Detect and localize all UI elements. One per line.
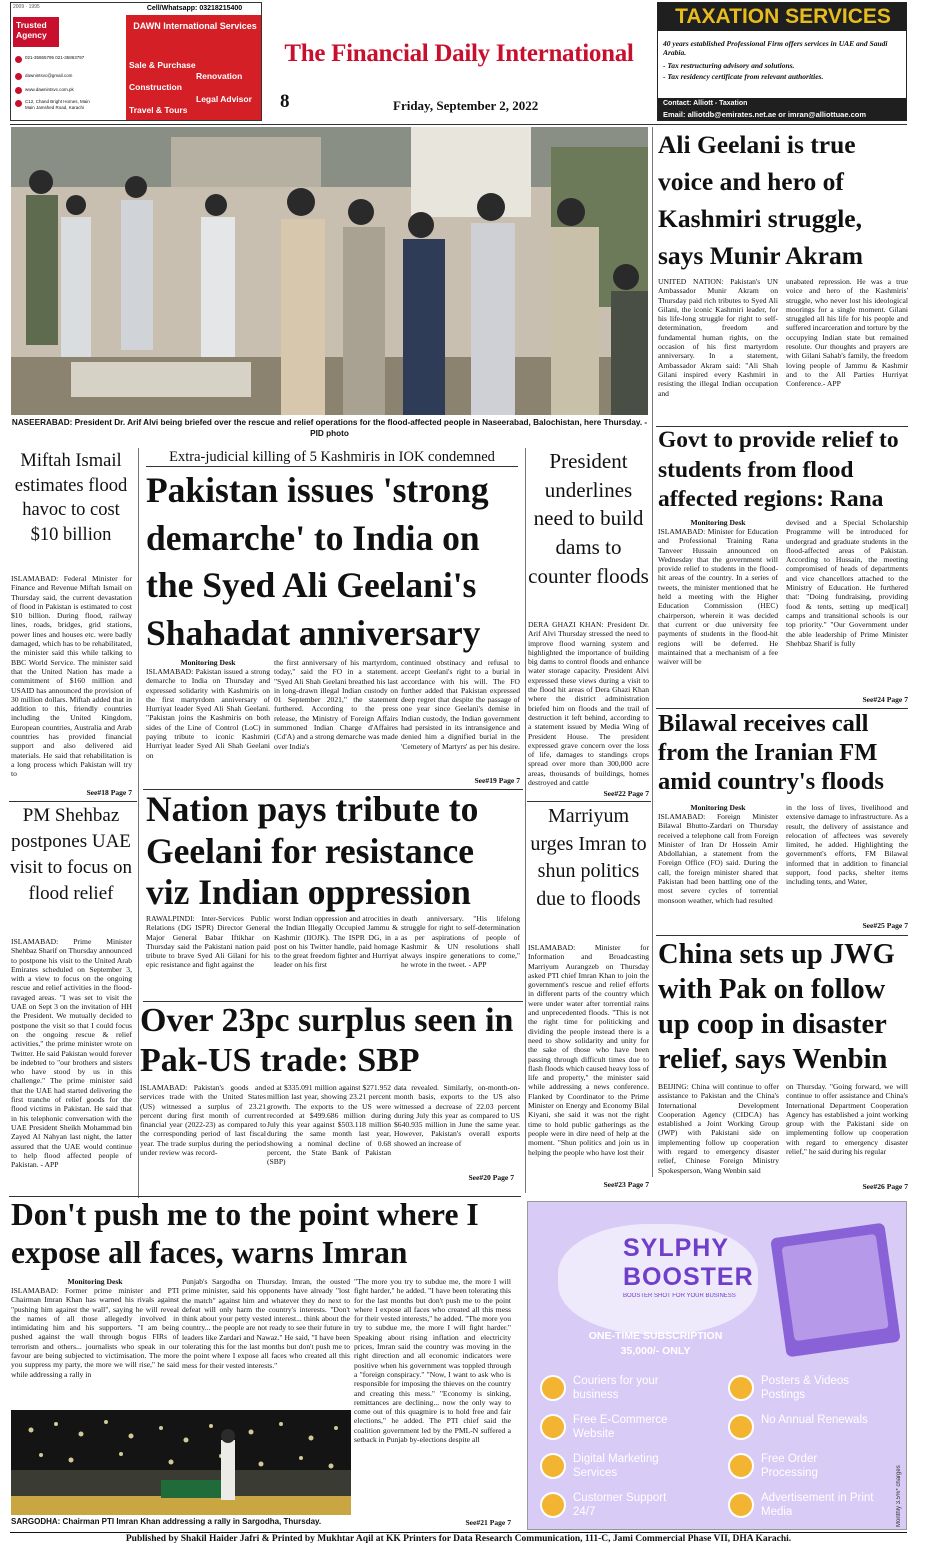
headline-miftah: Miftah Ismail estimates flood havoc to cost $10 billion: [14, 451, 128, 545]
ad-taxation: [657, 2, 907, 121]
globe-icon: [540, 1414, 566, 1440]
headline-imran: Don't push me to the point where I expose all faces, warns Imran: [11, 1197, 479, 1270]
support-icon: [540, 1492, 566, 1518]
headline-pm-uae: PM Shehbaz postpones UAE visit to focus on flood relief: [10, 805, 132, 904]
ad-taxation-line-3: - Tax residency certificate from relevant authorities.: [663, 72, 824, 81]
photo-scene-svg: [11, 127, 648, 415]
ad-taxation-line-1: 40 years established Professional Firm offers services in UAE and Saudi Arabia.: [663, 39, 888, 57]
sylphy-tagline: BOOSTER SHOT FOR YOUR BUSINESS: [623, 1293, 736, 1299]
students-desk: Monitoring Desk: [690, 518, 746, 527]
masthead-title: The Financial Daily International: [284, 40, 634, 67]
sylphy-feature-1-label: Couriers for your business: [573, 1375, 659, 1401]
sylphy-feature-4-label: No Annual Renewals: [761, 1414, 868, 1426]
demarche-col-3: continued obstinacy and refusal to accept Geelani's right to a burial in accordance with his will. The FO further added that Pakistan expressed deep regret that despite the passage of one year since Geelani's demise in Indian custody, the Indian government had persisted in its intransigence and denied him a dignified burial in the 'Cemetery of Martyrs' as per his desire.: [401, 658, 520, 751]
headline-demarche: Pakistan issues 'strong demarche' to India on the Syed Ali Geelani's Shahadat anniversary: [146, 470, 489, 653]
renewal-icon: [728, 1414, 754, 1440]
sylphy-feature-2-label: Posters & Videos Postings: [761, 1375, 850, 1401]
footer-imprint: Published by Shakil Haider Jafri & Printed by Mukhtar Aqil at KK Printers for Data Research Communication, 111-C, Jami Commercial Phase VII, DHA Karachi.: [125, 1534, 792, 1544]
sylphy-feature-3: [540, 1411, 710, 1445]
sylphy-feature-5: [540, 1450, 710, 1484]
photo-president-briefing: [11, 127, 648, 415]
imran-col-1: ISLAMABAD: Former prime minister and PTI Chairman Imran Khan has warned his rivals against "pushing him against the wall", saying he will reveal the names of all those allegedly involved in intimidating him and his supporters. "I am being pushed against the wall through bogus FIRs of terrorism and others... journalists who speak in our favour are being subjected to victimisation. The more you suppress my party, the more we will rise," he said while addressing a rally in: [11, 1286, 179, 1379]
top-photo-caption: NASEERABAD: President Dr. Arif Alvi being briefed over the rescue and relief operations for the flood-affected people in Naseerabad, Balochistan, here Thursday. - PID photo: [11, 418, 648, 438]
china-see: See#26 Page 7: [862, 1182, 908, 1191]
students-col-1: ISLAMABAD: Minister for Education and Professional Training Rana Tanveer Hussain announced on Wednesday that the government will provide relief to students in the flood-hit areas of the country. In a series of tweets, the minister mentioned that he held a meeting with the Higher Education Commission (HEC) chairperson, wherein it was decided that current or due university fee payments of students in the flood-hit regions will be deferred. He maintained that a mechanism of a fee waiver will be: [658, 527, 778, 667]
ad-dawn-badge: Trusted Agency: [13, 17, 59, 47]
sylphy-offer: ONE-TIME SUBSCRIPTION: [588, 1330, 723, 1342]
web-icon: [15, 87, 22, 94]
demarche-kicker: Extra-judicial killing of 5 Kashmiris in IOK condemned: [146, 449, 518, 467]
order-icon: [728, 1453, 754, 1479]
rule-dams: [527, 801, 651, 802]
sylphy-feature-2: [728, 1372, 898, 1406]
students-col-2: devised and a Special Scholarship Programme will be introduced for undergrad and graduate students in the flood-affected areas of Pakistan. According to Hussain, the meeting compromised of heads of departments and vice chancellors attached to the Ministry of Education. He furthered that: "Doing fundraising, providing food & tents, setting up med[ical] camps and transitional schools is our top priority." "Our Government under the able leadership of Prime Minister Shehbaz Sharif is fully: [786, 518, 908, 648]
bilawal-col-1: ISLAMABAD: Foreign Minister Bilawal Bhutto-Zardari on Thursday received a telephone call from Foreign Minister of Iran Dr Hossein Amir Abdollahian, a statement from the Foreign Office (FO) said. During the call, the foreign minister shared that Pakistan had been battling one of the most severe cycles of torrential monsoon weather, which had resulted: [658, 812, 778, 905]
akram-col-2: unabated repression. He was a true voice and hero of the Kashmiris' struggle, who never lost his ideological moorings for a single moment. Gilani struggled all his life for his people and suffered incarceration and torture by the occupying Indian state but remained resolute. Our thoughts and prayers are with Gilani Sahab's family, the freedom loving people of Jammu & Kashmir and to the All Parties Hurriyat Conference.- APP: [786, 277, 908, 389]
surplus-col-1: ISLAMABAD: Pakistan's goods and services trade with the United States (US) witnessed a surplus of 23.21 percent during first month of current financial year (2022-23) as compared to the corresponding period of last fiscal year. The trade surplus during the period under review was record-: [140, 1083, 266, 1158]
ad-taxation-contact: Contact: Alliott - Taxation: [658, 98, 907, 109]
page-number: 8: [280, 91, 290, 112]
dams-see: See#22 Page 7: [603, 789, 649, 798]
megaphone-icon: [540, 1453, 566, 1479]
headline-marriyum: Marriyum urges Imran to shun politics due to floods: [530, 805, 647, 910]
ad-dawn-service-5: Travel & Tours: [129, 105, 188, 115]
ad-dawn-service-4: Legal Advisor: [196, 94, 252, 104]
headline-akram: Ali Geelani is true voice and hero of Kashmiri struggle, says Munir Akram: [658, 130, 863, 270]
sylphy-note: Monthly 3.5%* charges: [896, 1465, 902, 1527]
location-icon: [15, 100, 22, 107]
imran-see: See#21 Page 7: [465, 1518, 511, 1527]
photo-imran-rally: [11, 1410, 351, 1515]
headline-students: Govt to provide relief to students from flood affected regions: Rana: [658, 427, 899, 512]
footer-rule: [10, 1532, 907, 1533]
headline-nation-tribute: Nation pays tribute to Geelani for resistance viz Indian oppression: [146, 789, 479, 912]
pm-uae-body: ISLAMABAD: Prime Minister Shehbaz Sharif on Thursday announced to postpone his visit to the United Arab Emirates scheduled on September 3, with a view to focus on the ongoing rescue and relief activities in the flood-ravaged areas. "I was set to visit the UAE on Sept 3 on the invitation of HH the President. We mutually decided to postpone the visit so that I could focus on the ongoing rescue & relief activities," the prime minister wrote on Twitter. He said Pakistan would forever be indebted to "our brothers and sisters who have stood by us in this challenge." The prime minister said that the UAE had started delivering the first tranche of relief goods for the flood victims in Pakistan. He said that in his telephonic conversation with the UAE President Sheikh Mohammad bin Zayed Al Nahyan last night, the latter assured that the UAE would continue to help flood affected people of Pakistan. - APP: [11, 937, 132, 1170]
demarche-desk: Monitoring Desk: [180, 658, 236, 667]
imran-photo-caption: SARGODHA: Chairman PTI Imran Khan addressing a rally in Sargodha, Thursday.: [11, 1517, 322, 1526]
surplus-col-3: data revealed. Similarly, on-month-on-month basis, exports to the US also witnessed a decrease of 22.03 percent during July this year as compared to US $640.935 million in June the same year. However, Pakistan's overall exports showed an increase of: [394, 1083, 520, 1148]
print-icon: [728, 1492, 754, 1518]
sylphy-feature-7-label: Customer Support 24/7: [573, 1492, 667, 1518]
bilawal-desk: Monitoring Desk: [690, 803, 746, 812]
ad-dawn-right-panel: [126, 3, 262, 121]
imran-desk: Monitoring Desk: [67, 1277, 123, 1286]
ad-dawn-address: C12, Chand Bright Homes, Main Main Jamshed Road, Karachi: [25, 99, 90, 110]
ad-dawn-web: www.dawnintsvc.com.pk: [25, 87, 74, 92]
students-see: See#24 Page 7: [862, 695, 908, 704]
nation-col-2: worst Indian oppression and atrocities in the Indian Illegally Occupied Jammu & Kashmir (IIOJK). The ISPR DG, in a post on his Twitter handle, paid homage to the great freedom fighter and Hurriyat leader on his first: [274, 914, 398, 970]
ad-dawn-year: 2009 · 1995: [13, 4, 40, 10]
phone-icon: [15, 56, 22, 63]
bilawal-see: See#25 Page 7: [862, 921, 908, 930]
miftah-see: See#18 Page 7: [86, 788, 132, 797]
headline-china: China sets up JWG with Pak on follow up coop in disaster relief, says Wenbin: [658, 939, 895, 1075]
surplus-col-2: ed at $335.091 million against $271.952 million last year, showing 23.21 percent growth. The exports to the US were recorded at $499.686 million during July this year against $503.118 million during the same month last year, showing a nominal decline of 0.68 percent, the State Bank of Pakistan (SBP): [267, 1083, 391, 1167]
sylphy-brand-2: BOOSTER: [623, 1263, 754, 1291]
sylphy-feature-6: [728, 1450, 898, 1484]
ad-taxation-title: TAXATION SERVICES: [658, 3, 907, 31]
surplus-see: See#20 Page 7: [468, 1173, 514, 1182]
ad-sylphy-booster: [527, 1201, 907, 1530]
ad-dawn-whatsapp: Cell/Whatsapp: 03218215400: [126, 3, 262, 15]
sylphy-feature-7: [540, 1489, 710, 1523]
rule-miftah: [9, 801, 137, 802]
imran-col-3: "The more you try to subdue me, the more I will fight harder," he added. "I have been tolerating this for the last months but don't push me to the point where I expose all faces who created all this mess for their vested interests," he added. "The more you try to subdue me, the more I will fight harder." Speaking about rising inflation and electricity prices, Imran said the country was moving in the right direction and all economic indicators were positive when his government was toppled through a "foreign conspiracy." "Now, I want to ask who is responsible for imposing the thieves on the country and creating this mess." "Economy is sinking, remittances are declining... now the only way to come out of this quagmire is to hold free and fair elections," he added. The PTI chief said the coalition government led by the PML-N suffered a setback in Punjab by-elections despite all: [354, 1277, 511, 1445]
masthead-rule: [10, 124, 907, 125]
headline-bilawal: Bilawal receives call from the Iranian FM amid country's floods: [658, 710, 884, 795]
ad-dawn-email: dawnintsvc@gmail.com: [25, 73, 73, 78]
marriyum-see: See#23 Page 7: [603, 1180, 649, 1189]
headline-surplus: Over 23pc surplus seen in Pak-US trade: SBP: [140, 1002, 514, 1079]
ad-taxation-email: Email: alliotdb@emirates.net.ae or imran@alliottuae.com: [658, 109, 907, 121]
sylphy-feature-8-label: Advertisement in Print Media: [761, 1492, 874, 1518]
ad-dawn-company: DAWN International Services: [133, 21, 257, 31]
sylphy-feature-4: [728, 1411, 898, 1445]
nation-col-3: death anniversary. "His lifelong struggle for right to self-determination as per aspirations of people of Kashmir & UN resolutions shall always inspire generations to come," he wrote in the tweet. - APP: [401, 914, 520, 970]
ad-dawn-service-2: Renovation: [196, 71, 243, 81]
ad-taxation-line-2: - Tax restructuring advisory and solutions.: [663, 61, 795, 70]
miftah-body: ISLAMABAD: Federal Minister for Finance and Revenue Miftah Ismail on Thursday said, the current devastation of flood in Pakistan is estimated to cost $10 billion. During flood, railway lines, roads, bridges, grid stations, power lines and houses etc. were badly damaged, which has to be rehabilitated, the minister said this while talking to BBC World Service. The minister said that the United Nation has made a commitment of $160 million and USAID has announced the provision of 30 million dollars. Miftah added that in addition to this, friendly countries including the United Kingdom, European countries, Australia and Arab countries has provided financial support and also delivered aid materials. He said that rehabilitation is a long process which Pakistan will try to: [11, 574, 132, 779]
ad-dawn-service-3: Construction: [129, 82, 182, 92]
ad-dawn-services: [10, 2, 262, 121]
sylphy-brand-1: SYLPHY: [623, 1234, 730, 1262]
sylphy-price: 35,000/- ONLY: [620, 1345, 691, 1357]
rule-right-column: [652, 127, 653, 1177]
sylphy-mockup: [770, 1223, 901, 1358]
china-col-2: on Thursday. "Going forward, we will continue to offer assistance and China's International Department Cooperation Agency has established a joint working group with the Pakistani side on implementing follow up cooperation with regard to emergency disaster relief," he said during his regular: [786, 1082, 908, 1157]
sylphy-feature-3-label: Free E-Commerce Website: [573, 1414, 668, 1440]
email-icon: [15, 73, 22, 80]
ad-dawn-phones: 021-35865795 021-35863797: [25, 55, 85, 60]
dams-body: DERA GHAZI KHAN: President Dr. Arif Alvi Thursday stressed the need to improve flood warning system and highlighted the importance of building big dams to control floods and enhance water storage capacity. President Alvi expressed these views during a visit to the flood hit areas of Dera Ghazi Khan where the district administration briefed him on floods and the trail of destruction it left behind, according to a statement issued by Media Wing of President House. The president expressed grave concern over the loss of life, damages to standings crops spread over more than 300,000 acre areas, thousands of buildings, homes destroyed and cattle: [528, 620, 649, 788]
rule-bilawal: [656, 935, 908, 936]
ad-dawn-service-1: Sale & Purchase: [129, 60, 196, 70]
rule-mid-column: [525, 448, 526, 1193]
sylphy-feature-5-label: Digital Marketing Services: [573, 1453, 659, 1479]
video-icon: [728, 1375, 754, 1401]
ad-dawn-left-panel: [11, 3, 126, 121]
demarche-col-2: the first anniversary of his martyrdom, today," said the FO in a statement. "Syed Ali Shah Geelani breathed his last in long-drawn illegal Indian custody on 01 September 2021," the statement furthered. According to the press release, the Ministry of Foreign Affairs summoned Indian Charge d'Affaires (Cd'A) and a strong demarche was made over India's: [274, 658, 398, 751]
rally-scene-svg: [11, 1410, 351, 1515]
sylphy-feature-6-label: Free Order Processing: [761, 1453, 818, 1479]
courier-icon: [540, 1375, 566, 1401]
headline-dams: President underlines need to build dams to counter floods: [528, 449, 649, 588]
bilawal-col-2: in the loss of lives, livelihood and extensive damage to infrastructure. As a result, the delivery of assistance and relocation of affectees was severely limited, he added. Highlighting the government's efforts, FM Bilawal informed that in addition to financial support, food packs, shelter items including tents, and Water,: [786, 803, 908, 887]
sylphy-feature-1: [540, 1372, 710, 1406]
issue-date: Friday, September 2, 2022: [393, 98, 539, 113]
china-col-1: BEIJING: China will continue to offer assistance to Pakistan and the China's International Development Cooperation Agency (CIDCA) has established a Joint Working Group (JWP) with Pakistani side on implementing follow up cooperation with regard to emergency disaster relief, Chinese Foreign Ministry Spokesperson, Wang Wenbin said: [658, 1082, 779, 1175]
akram-col-1: UNITED NATION: Pakistan's UN Ambassador Munir Akram on Thursday paid rich tributes to Syed Ali Gilani, the iconic Kashmiri leader, for his life-long struggle for right to self-determination, freedom and fundamental human rights, on the occasion of his first martyrdom anniversary. In a statement, Ambassador Akram said: "Ali Shah Gilani inspired every Kashmiri in resisting the illegal Indian occupation and: [658, 277, 778, 398]
demarche-see: See#19 Page 7: [474, 776, 520, 785]
demarche-col-1: ISLAMABAD: Pakistan issued a strong demarche to India on Thursday and expressed solidarity with Kashmiris on the first martyrdom anniversary of Hurriyat leader Syed Ali Shah Geelani. "Pakistan joins the Kashmiris on both sides of the Line of Control (LoC) in paying tribute to iconic Kashmiri Hurriyat leader Syed Ali Shah Geelani on: [146, 667, 270, 760]
sylphy-feature-8: [728, 1489, 898, 1523]
rule-left-column: [138, 448, 139, 1198]
imran-col-2: Punjab's Sargodha on Thursday. Imran, the ousted prime minister, said his opponents have already "lost the match" against him and whatever they do next to defeat will only harm the country's interests. "Don't think about your petty vested interest... think about the country... the people are not ready to see their future in leaders like Zardari and Nawaz." He said, "I have been tolerating this for the last months but don't push me to the point where I expose all faces who created all this mess for their vested interests.": [182, 1277, 350, 1370]
nation-col-1: RAWALPINDI: Inter-Services Public Relations (DG ISPR) Director General Major General Babar Iftikhar on Thursday said the Pakistani nation paid tribute to brave Syed Ali Gilani for his epic resistance and fight against the: [146, 914, 270, 970]
marriyum-body: ISLAMABAD: Minister for Information and Broadcasting Marriyum Aurangzeb on Thursday asked PTI chief Imran Khan to join the government's rescue and relief efforts in different parts of the country which were under water after torrential rains and unprecedented floods. "This is not the right time for politicking and dividing the people instead there is a need to show solidarity and unity for the sake of those who have been passing through difficult times due to flash floods which caused heavy loss of life and property," the minister said while addressing a news conference. Flanked by Coordinator to the Prime Minister on Energy and Economy Bilal Kiyani, she said it was not the right time to hold public gatherings as the people were in dire need of help at the moment. "Shun politics and join us in helping the people who have lost their: [528, 943, 649, 1157]
